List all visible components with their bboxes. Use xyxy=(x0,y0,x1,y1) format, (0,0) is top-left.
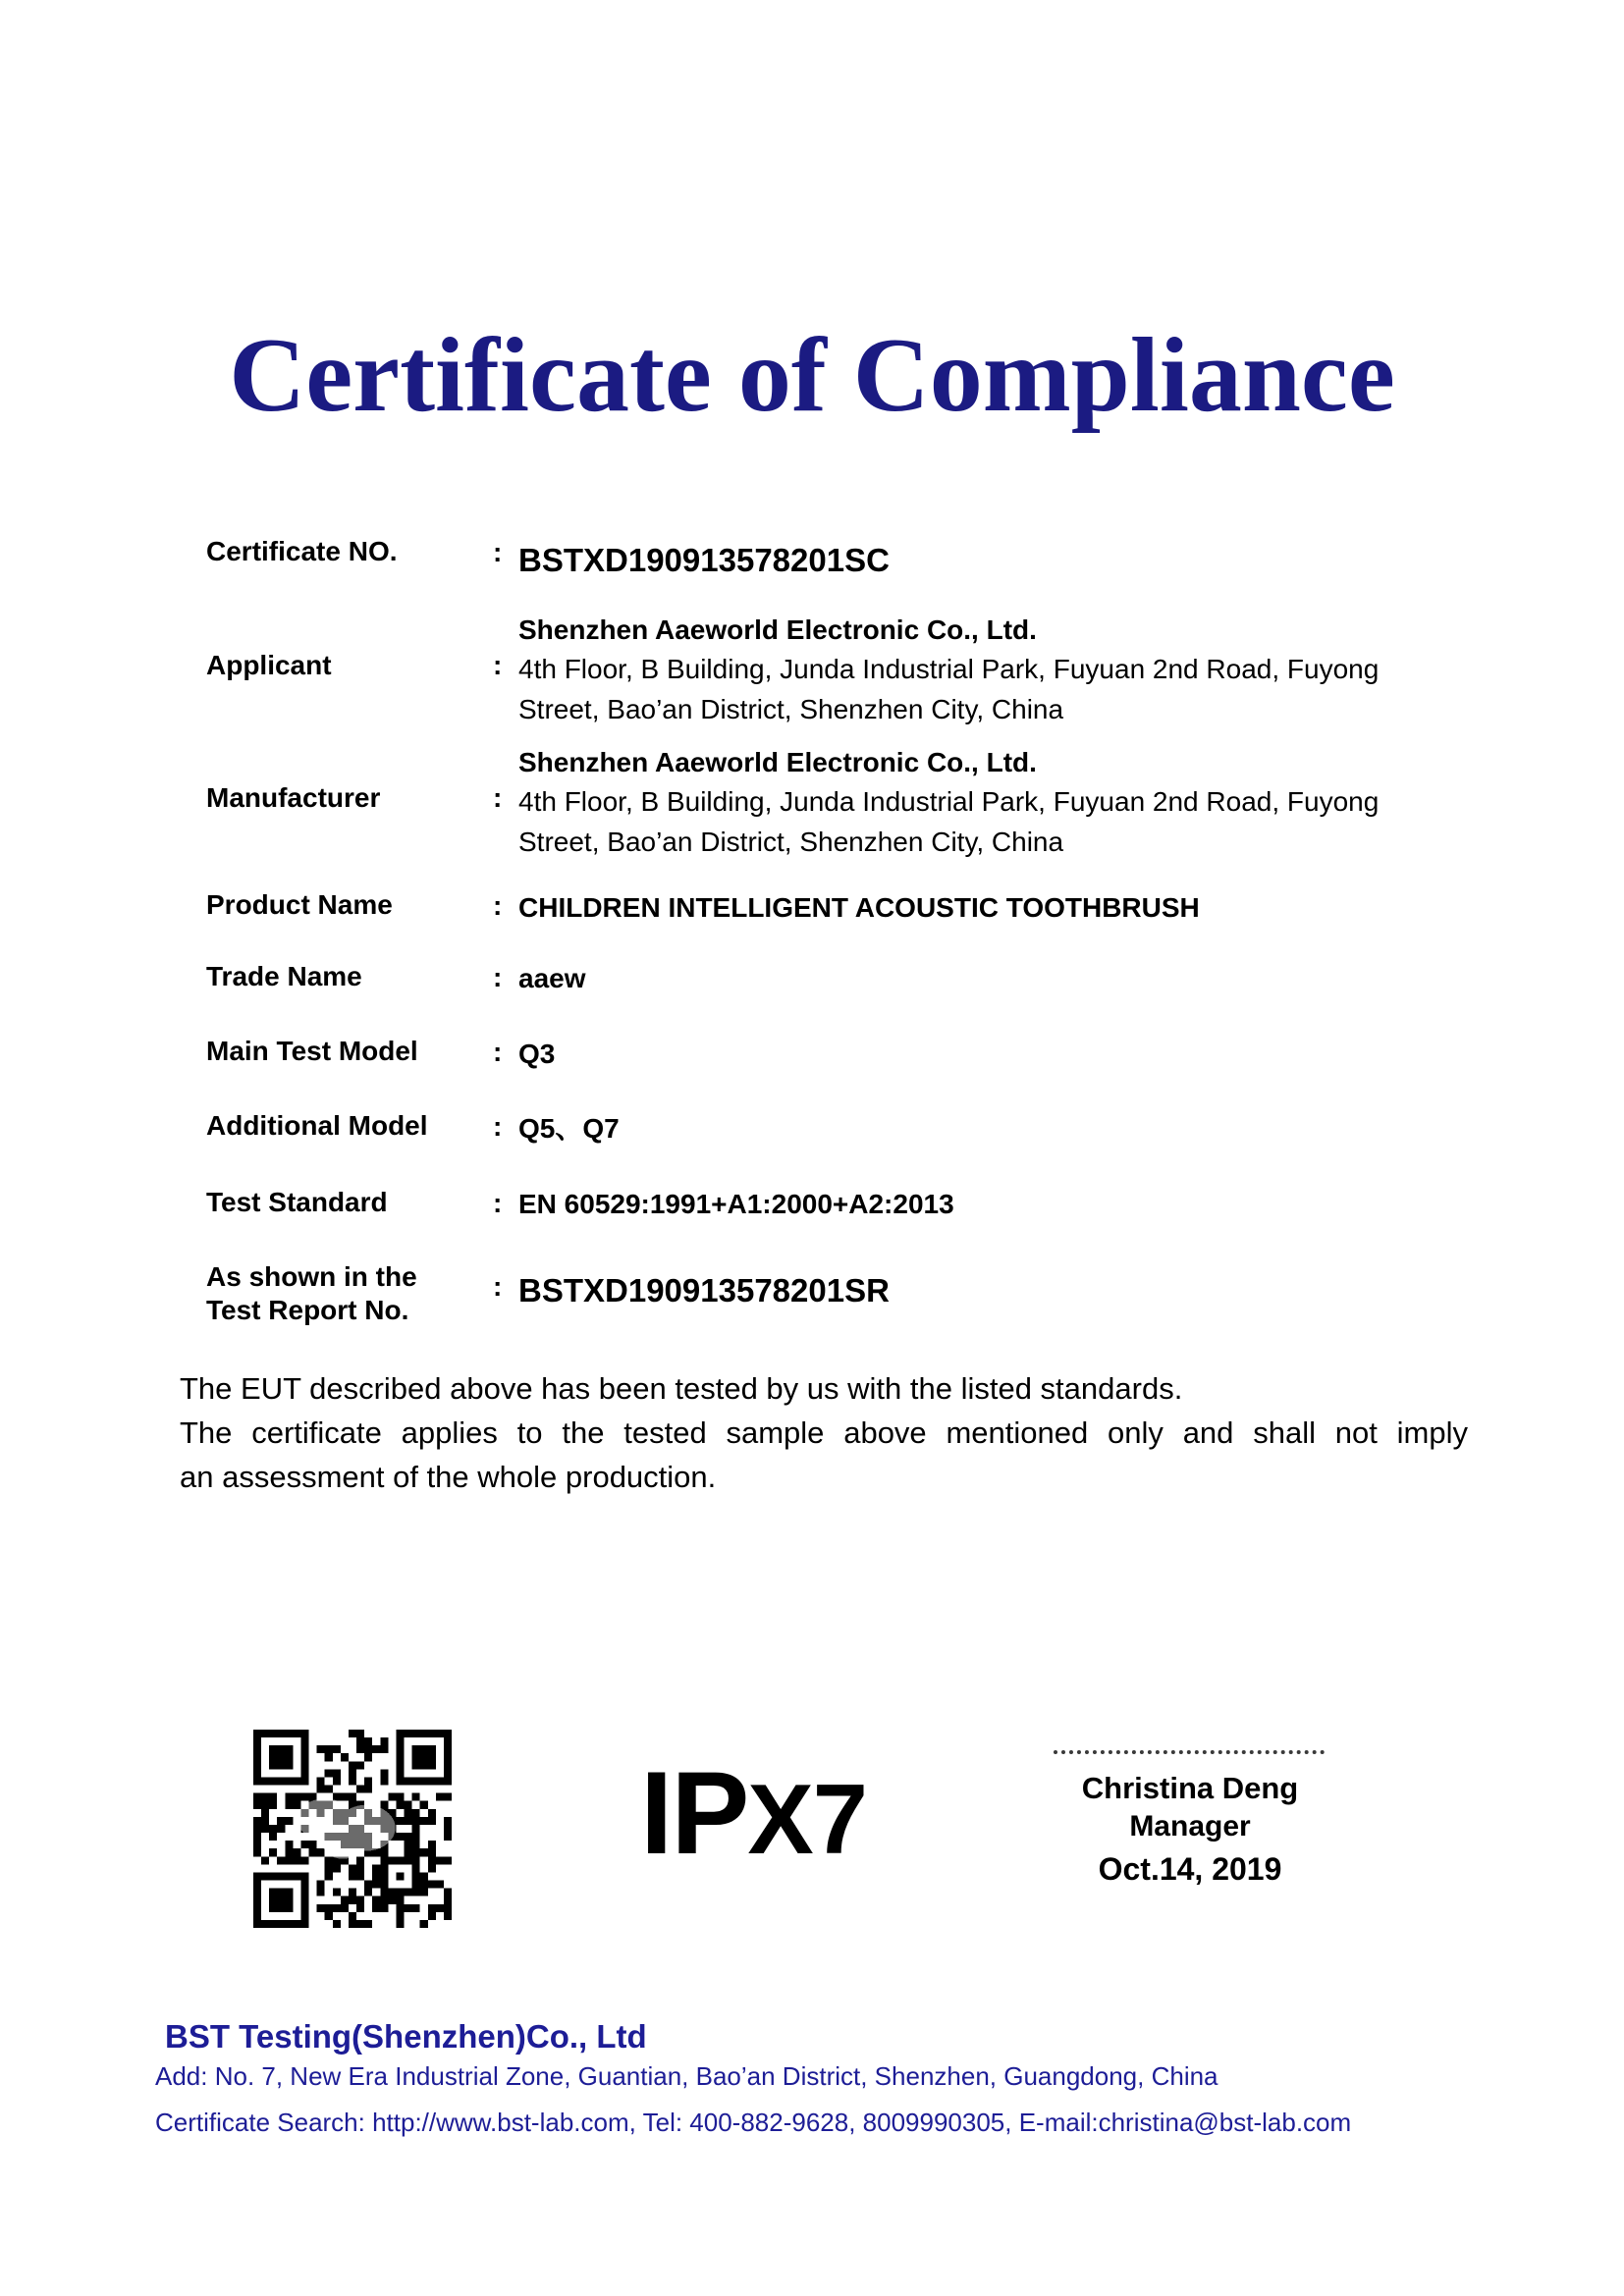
trade-name-value: aaew xyxy=(518,963,586,993)
test-report-value: BSTXD190913578201SR xyxy=(518,1272,890,1308)
test-report-label xyxy=(206,1260,417,1327)
applicant-address-line1: 4th Floor, B Building, Junda Industrial Park, Fuyuan 2nd Road, Fuyong xyxy=(518,654,1380,684)
product-name-value: CHILDREN INTELLIGENT ACOUSTIC TOOTHBRUSH xyxy=(518,892,1200,923)
signature-date: Oct.14, 2019 xyxy=(1098,1851,1282,1887)
additional-model-label: Additional Model xyxy=(206,1110,428,1141)
applicant-colon: : xyxy=(493,650,503,680)
main-test-model-label: Main Test Model xyxy=(206,1036,418,1066)
statement-line-1: The EUT described above has been tested by us with the listed standards. xyxy=(180,1371,1183,1406)
signature-title: Manager xyxy=(1129,1810,1251,1842)
main-test-model-value: Q3 xyxy=(518,1039,556,1069)
test-report-label-line1: As shown in the xyxy=(206,1261,417,1292)
additional-model-colon: : xyxy=(493,1111,503,1142)
footer-search-line: Certificate Search: http://www.bst-lab.com, Tel: 400-882-9628, 8009990305, E-mail:christina@bst-lab.com xyxy=(155,2108,1352,2137)
footer-address: Add: No. 7, New Era Industrial Zone, Guantian, Bao’an District, Shenzhen, Guangdong, China xyxy=(155,2061,1218,2091)
test-standard-colon: : xyxy=(493,1188,503,1218)
trade-name-label: Trade Name xyxy=(206,961,362,991)
manufacturer-address-line2: Street, Bao’an District, Shenzhen City, China xyxy=(518,827,1064,857)
main-test-model-colon: : xyxy=(493,1037,503,1067)
manufacturer-label: Manufacturer xyxy=(206,782,381,813)
document-title: Certificate of Compliance xyxy=(229,317,1395,434)
certificate-no-colon: : xyxy=(493,537,503,567)
certificate-no-value: BSTXD190913578201SC xyxy=(518,542,890,578)
test-standard-value: EN 60529:1991+A1:2000+A2:2013 xyxy=(518,1189,954,1219)
ip-rating-prefix: IP xyxy=(640,1747,748,1879)
test-report-colon: : xyxy=(493,1271,503,1302)
ip-rating xyxy=(640,1747,867,1879)
product-name-colon: : xyxy=(493,890,503,921)
test-report-label-line2: Test Report No. xyxy=(206,1295,409,1326)
statement-line-2: The certificate applies to the tested sample above mentioned only and shall not imply xyxy=(180,1415,1468,1450)
footer-company: BST Testing(Shenzhen)Co., Ltd xyxy=(165,2018,647,2055)
applicant-address-line2: Street, Bao’an District, Shenzhen City, China xyxy=(518,694,1064,724)
manufacturer-address-line1: 4th Floor, B Building, Junda Industrial Park, Fuyuan 2nd Road, Fuyong xyxy=(518,786,1380,817)
manufacturer-colon: : xyxy=(493,782,503,813)
signature-name: Christina Deng xyxy=(1081,1771,1299,1805)
product-name-label: Product Name xyxy=(206,889,393,920)
applicant-label: Applicant xyxy=(206,650,332,680)
ip-rating-suffix: X7 xyxy=(747,1765,867,1875)
qr-code xyxy=(253,1730,452,1928)
trade-name-colon: : xyxy=(493,962,503,992)
test-standard-label: Test Standard xyxy=(206,1187,388,1217)
manufacturer-company: Shenzhen Aaeworld Electronic Co., Ltd. xyxy=(518,747,1037,777)
applicant-company: Shenzhen Aaeworld Electronic Co., Ltd. xyxy=(518,614,1037,645)
certificate-no-label: Certificate NO. xyxy=(206,536,398,566)
additional-model-value: Q5、Q7 xyxy=(518,1113,620,1144)
statement-line-3: an assessment of the whole production. xyxy=(180,1460,717,1494)
signature-dotted-line xyxy=(1054,1750,1325,1754)
